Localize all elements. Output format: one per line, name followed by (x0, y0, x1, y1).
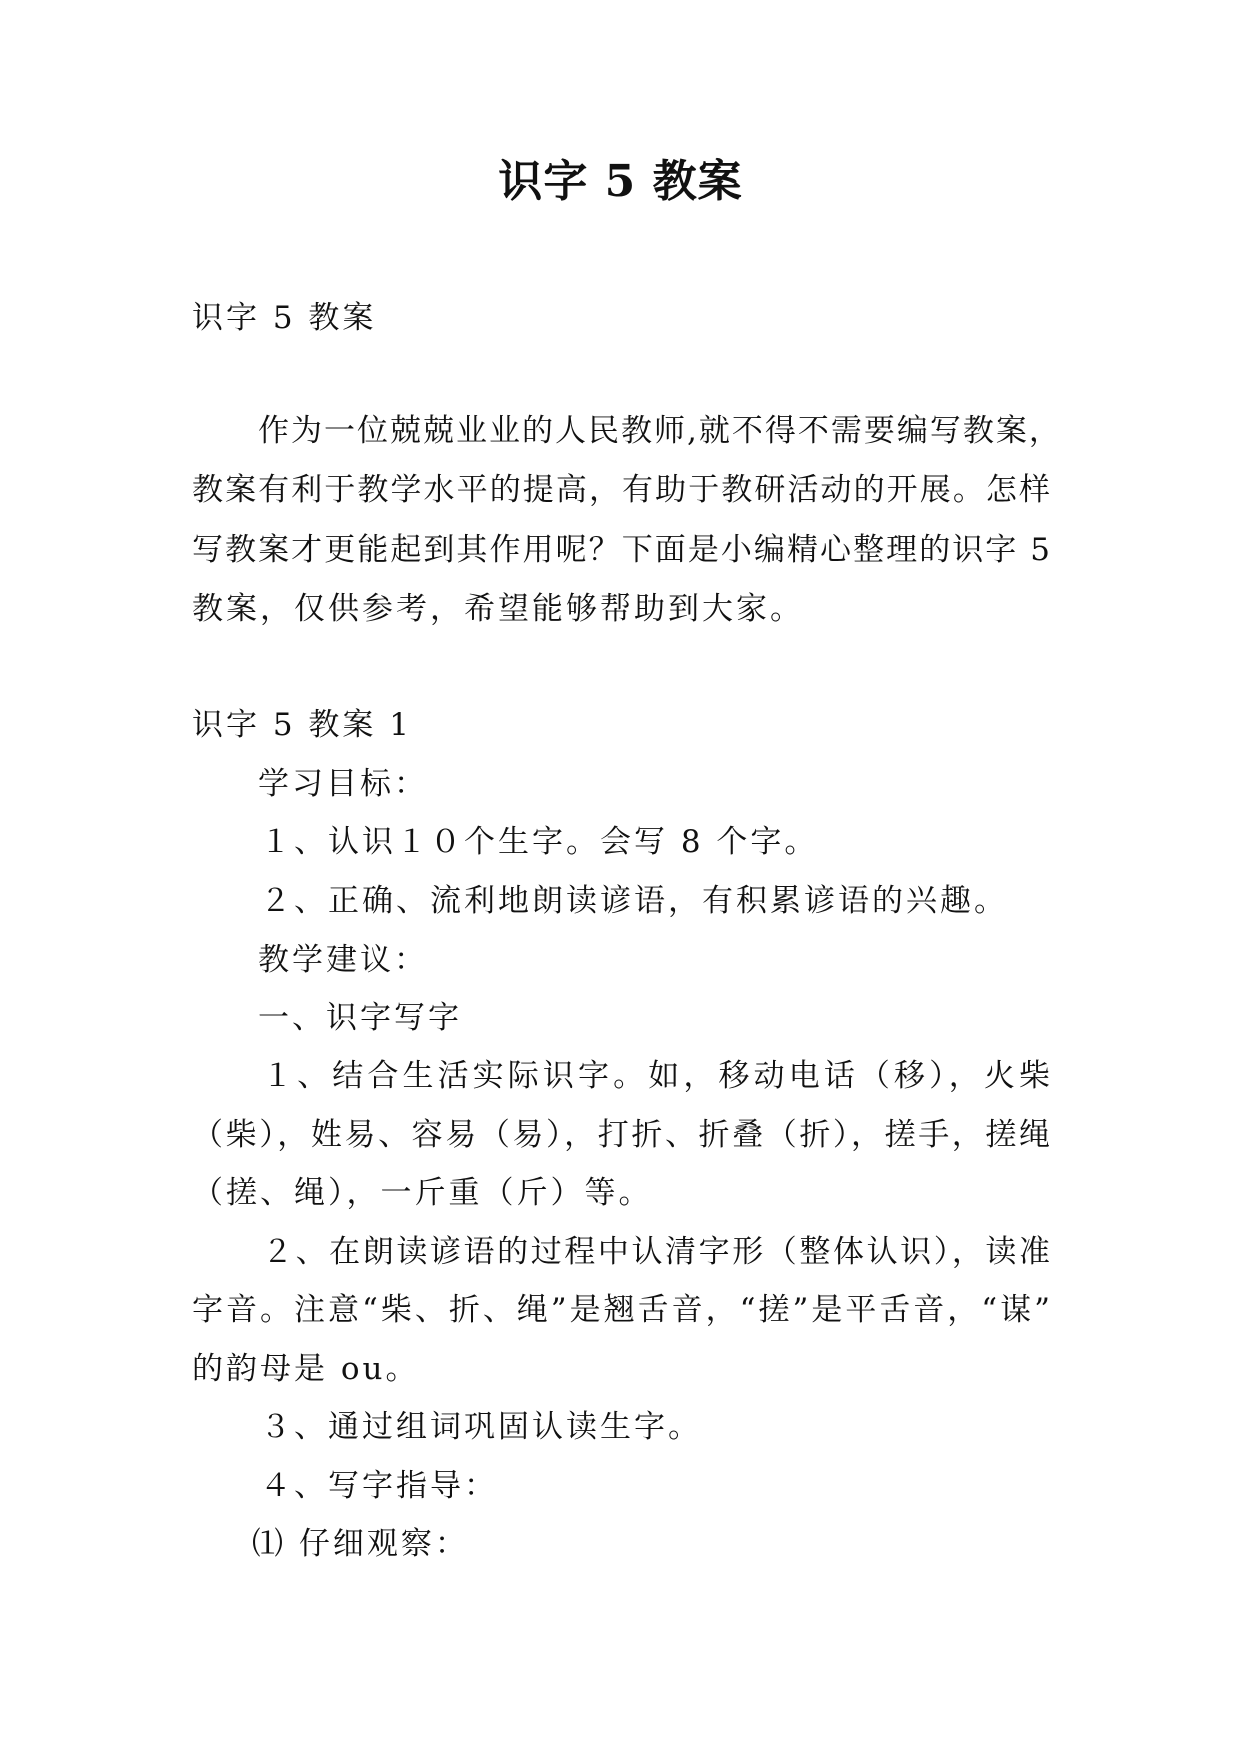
item-1-line-3: （搓、绳），一斤重（斤）等。 (192, 1175, 653, 1211)
document-title: 识字 5 教案 (498, 156, 743, 207)
intro-line-3: 写教案才更能起到其作用呢？下面是小编精心整理的识字 5 (192, 532, 1052, 568)
item-1-line-1: １、结合生活实际识字。如，移动电话（移），火柴 (262, 1058, 1052, 1094)
goals-label: 学习目标： (258, 766, 428, 802)
part-1-label: 一、识字写字 (258, 1000, 462, 1036)
item-2-line-1: ２、在朗读谚语的过程中认清字形（整体认识），读准 (262, 1234, 1052, 1270)
item-4: ４、写字指导： (260, 1468, 498, 1504)
item-2-line-2: 字音。注意“柴、折、绳”是翘舌音，“搓”是平舌音，“谋” (192, 1292, 1052, 1328)
item-2-line-3: 的韵母是 ou。 (192, 1351, 420, 1387)
sub-item-1: ⑴ 仔细观察： (252, 1526, 469, 1562)
intro-line-1: 作为一位兢兢业业的人民教师,就不得不需要编写教案， (258, 413, 1062, 449)
goal-item-1: １、认识１０个生字。会写 8 个字。 (260, 824, 819, 860)
intro-line-4: 教案，仅供参考，希望能够帮助到大家。 (192, 591, 804, 627)
advice-label: 教学建议： (258, 942, 428, 978)
intro-line-2: 教案有利于教学水平的提高，有助于教研活动的开展。怎样 (192, 472, 1052, 508)
document-subtitle: 识字 5 教案 (192, 300, 377, 336)
goal-item-2: ２、正确、流利地朗读谚语，有积累谚语的兴趣。 (260, 883, 1008, 919)
item-3: ３、通过组词巩固认读生字。 (260, 1409, 702, 1445)
section-heading: 识字 5 教案 1 (192, 707, 413, 743)
item-1-line-2: （柴），姓易、容易（易），打折、折叠（折），搓手，搓绳 (192, 1117, 1052, 1153)
